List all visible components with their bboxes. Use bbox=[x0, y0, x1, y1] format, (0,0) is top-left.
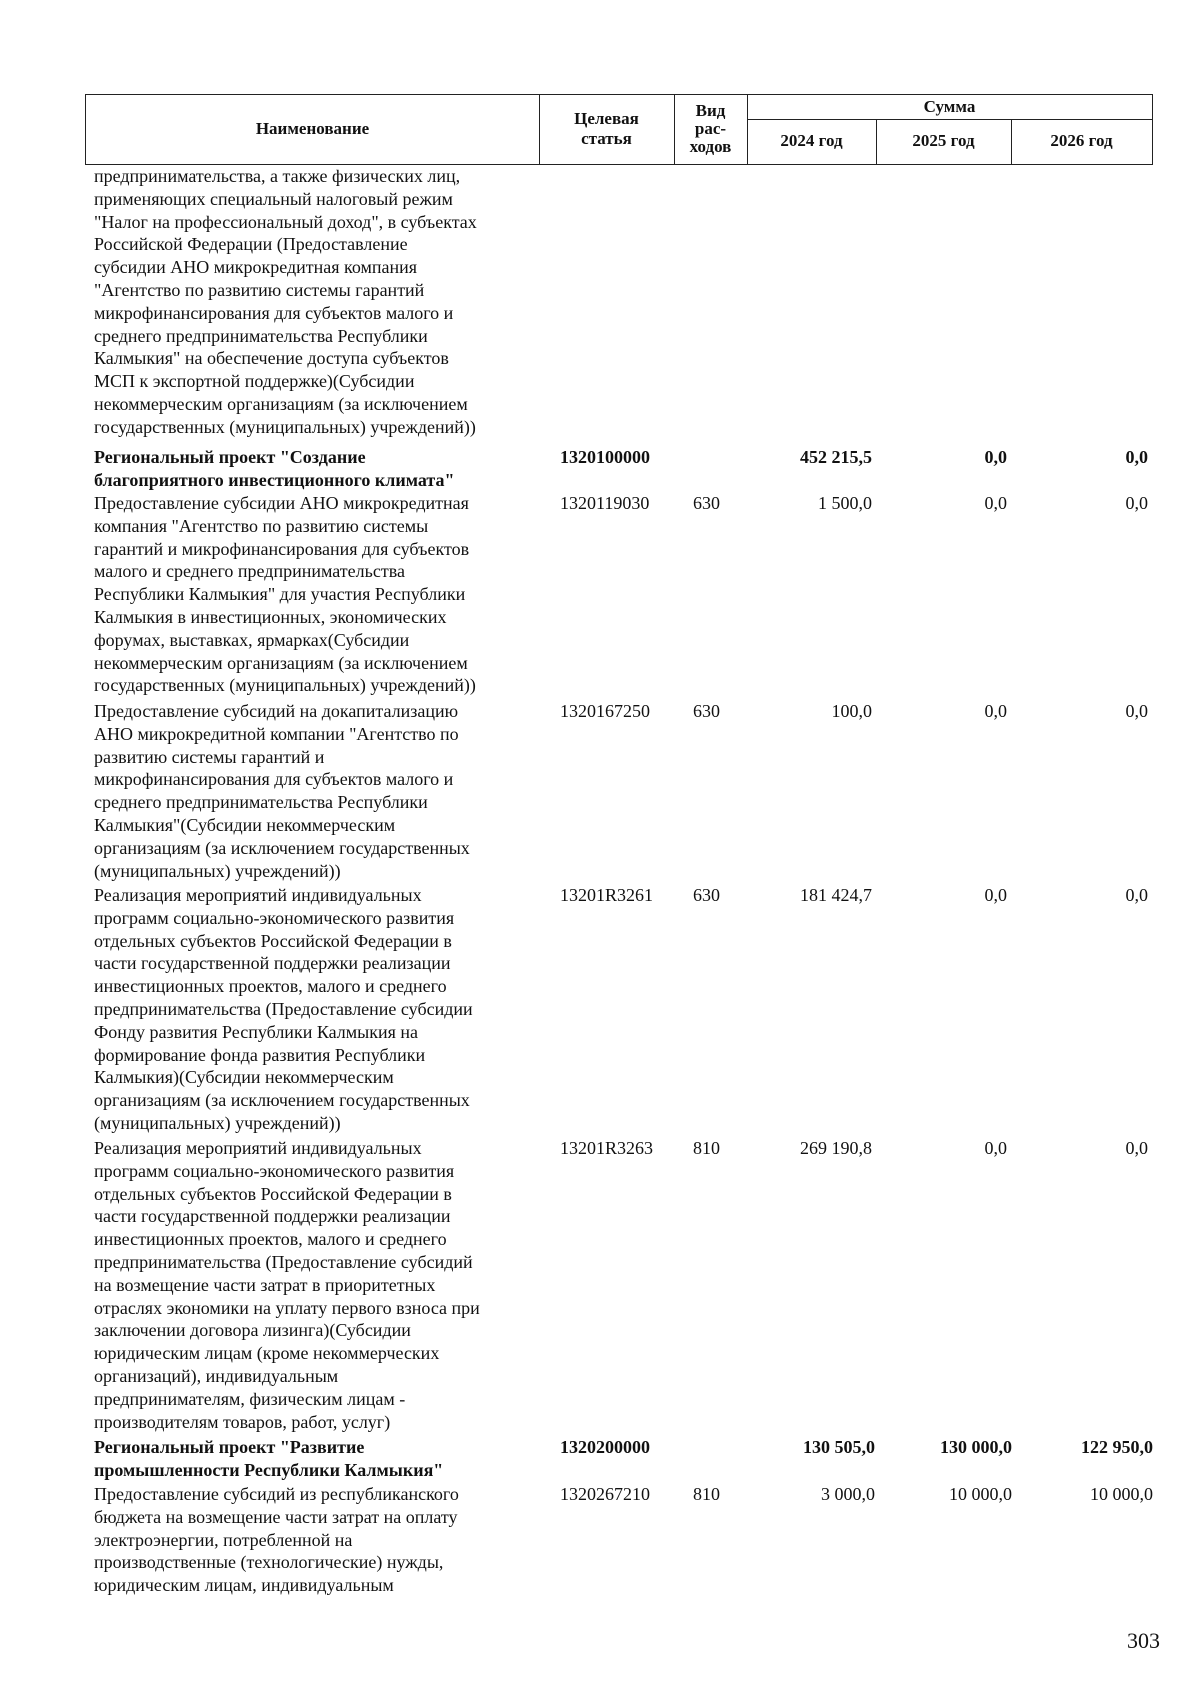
header-year-2026: 2026 год bbox=[1050, 131, 1113, 150]
row-type: 630 bbox=[693, 885, 720, 905]
row-2024: 181 424,7 bbox=[800, 885, 872, 905]
row-2024: 269 190,8 bbox=[800, 1138, 872, 1158]
row-2024: 452 215,5 bbox=[800, 447, 872, 467]
row-2025: 0,0 bbox=[984, 701, 1007, 721]
row-name: Предоставление субсидий из республиканского бюджета на возмещение части затрат на оплату электроэнергии, потребленной на производственные (технологические) нужды, юридическим лицам, индивидуальным bbox=[94, 1484, 459, 1596]
header-name: Наименование bbox=[255, 119, 370, 138]
table-header bbox=[85, 94, 1153, 165]
row-name: Региональный проект "Развитие промышленности Республики Калмыкия" bbox=[94, 1437, 444, 1480]
row-2024: 100,0 bbox=[831, 701, 872, 721]
row-2024: 1 500,0 bbox=[818, 493, 872, 513]
row-2024: 3 000,0 bbox=[821, 1484, 875, 1504]
row-type: 630 bbox=[693, 493, 720, 513]
row-2025: 130 000,0 bbox=[940, 1437, 1012, 1457]
row-2025: 10 000,0 bbox=[949, 1484, 1012, 1504]
row-2025: 0,0 bbox=[984, 885, 1007, 905]
header-sum: Сумма bbox=[923, 97, 976, 116]
row-2025: 0,0 bbox=[984, 493, 1007, 513]
page-number: 303 bbox=[1127, 1628, 1160, 1653]
row-name: предпринимательства, а также физических лиц, применяющих специальный налоговый режим "Налог на профессиональный доход", в субъектах Российской Федерации (Предоставление субсидии АНО микрокредитная компания "Агентство по развитию системы гарантий микрофинансирования для субъектов малого и среднего предпринимательства Республики Калмыкия" на обеспечение доступа субъектов МСП к экспортной поддержке)(Субсидии некоммерческим организациям (за исключением государственных (муниципальных) учреждений)) bbox=[94, 166, 477, 437]
header-target-article: Целевая статья bbox=[574, 109, 639, 148]
header-year-2025: 2025 год bbox=[912, 131, 975, 150]
row-2026: 0,0 bbox=[1125, 1138, 1148, 1158]
row-type: 810 bbox=[693, 1484, 720, 1504]
row-code: 13201R3263 bbox=[560, 1138, 654, 1158]
row-type: 630 bbox=[693, 701, 720, 721]
row-code: 13201R3261 bbox=[560, 885, 654, 905]
row-name: Реализация мероприятий индивидуальных программ социально-экономического развития отдельных субъектов Российской Федерации в части государственной поддержки реализации инвестиционных проектов, малого и среднего предпринимательства (Предоставление субсидий на возмещение части затрат в приоритетных отраслях экономики на уплату первого взноса при заключении договора лизинга)(Субсидии юридическим лицам (кроме некоммерческих организаций), индивидуальным предпринимателям, физическим лицам - производителям товаров, работ, услуг) bbox=[94, 1138, 480, 1432]
row-type: 810 bbox=[693, 1138, 720, 1158]
row-name: Предоставление субсидий на докапитализацию АНО микрокредитной компании "Агентство по развитию системы гарантий и микрофинансирования для субъектов малого и среднего предпринимательства Республики Калмыкия"(Субсидии некоммерческим организациям (за исключением государственных (муниципальных) учреждений)) bbox=[94, 701, 470, 881]
header-year-2024: 2024 год bbox=[780, 131, 843, 150]
row-2024: 130 505,0 bbox=[803, 1437, 875, 1457]
row-name: Региональный проект "Создание благоприятного инвестиционного климата" bbox=[94, 447, 455, 490]
row-2026: 10 000,0 bbox=[1090, 1484, 1153, 1504]
row-code: 1320267210 bbox=[560, 1484, 650, 1504]
header-expense-type: Вид рас- ходов bbox=[689, 101, 732, 156]
row-code: 1320100000 bbox=[560, 447, 650, 467]
row-2026: 0,0 bbox=[1125, 493, 1148, 513]
row-code: 1320119030 bbox=[560, 493, 650, 513]
row-2026: 0,0 bbox=[1125, 447, 1148, 467]
row-2025: 0,0 bbox=[984, 1138, 1007, 1158]
row-code: 1320167250 bbox=[560, 701, 650, 721]
row-code: 1320200000 bbox=[560, 1437, 650, 1457]
row-2026: 0,0 bbox=[1125, 701, 1148, 721]
row-2025: 0,0 bbox=[984, 447, 1007, 467]
row-name: Предоставление субсидии АНО микрокредитная компания "Агентство по развитию системы гарантий и микрофинансирования для субъектов малого и среднего предпринимательства Республики Калмыкия" для участия Республики Калмыкия в инвестиционных, экономических форумах, выставках, ярмарках(Субсидии некоммерческим организациям (за исключением государственных (муниципальных) учреждений)) bbox=[94, 493, 476, 696]
row-2026: 122 950,0 bbox=[1081, 1437, 1153, 1457]
row-name: Реализация мероприятий индивидуальных программ социально-экономического развития отдельных субъектов Российской Федерации в части государственной поддержки реализации инвестиционных проектов, малого и среднего предпринимательства (Предоставление субсидии Фонду развития Республики Калмыкия на формирование фонда развития Республики Калмыкия)(Субсидии некоммерческим организациям (за исключением государственных (муниципальных) учреждений)) bbox=[94, 885, 473, 1133]
row-2026: 0,0 bbox=[1125, 885, 1148, 905]
